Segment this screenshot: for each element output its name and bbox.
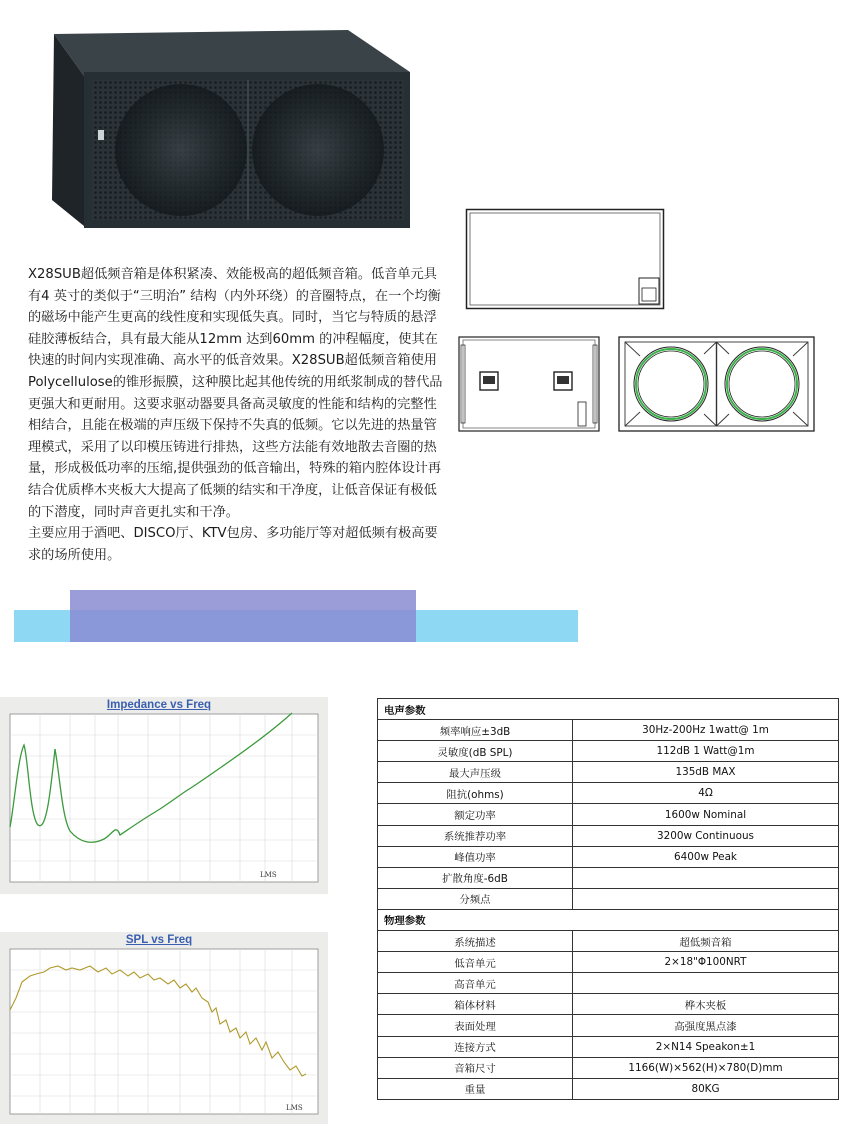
spec-value: 30Hz-200Hz 1watt@ 1m [573,720,839,741]
spec-row [378,825,839,846]
spec-section-header: 电声参数 [378,699,839,720]
spec-key: 额定功率 [378,804,573,825]
spec-key: 峰值功率 [378,846,573,867]
spec-section-row [378,909,839,930]
spec-row [378,762,839,783]
spec-row [378,1015,839,1036]
drawing-rear-view [458,336,600,432]
spec-key: 扩散角度-6dB [378,867,573,888]
spec-row [378,1036,839,1057]
spec-row [378,888,839,909]
spec-value: 桦木夹板 [573,994,839,1015]
spec-row [378,931,839,952]
spec-section-header: 物理参数 [378,909,839,930]
spec-row [378,994,839,1015]
spec-value: 135dB MAX [573,762,839,783]
spec-row [378,741,839,762]
spec-value: 超低频音箱 [573,931,839,952]
drawing-front-view [465,208,665,310]
spec-key: 连接方式 [378,1036,573,1057]
decorative-bar-purple [70,590,416,642]
spec-value: 2×18"Φ100NRT [573,952,839,973]
spl-brand: LMS [286,1104,303,1112]
drawing-internal-structure [618,336,815,432]
spl-graph [0,932,328,1124]
spec-key: 表面处理 [378,1015,573,1036]
intro-text [28,264,446,566]
spec-value: 1166(W)×562(H)×780(D)mm [573,1057,839,1078]
spec-value: 高强度黑点漆 [573,1015,839,1036]
product-photo [48,30,410,230]
spec-row [378,973,839,994]
spl-graph-title: SPL vs Freq [125,934,193,946]
spec-row [378,804,839,825]
spec-row [378,846,839,867]
spec-row [378,1057,839,1078]
spec-key: 系统推荐功率 [378,825,573,846]
spec-value: 2×N14 Speakon±1 [573,1036,839,1057]
spec-key: 高音单元 [378,973,573,994]
spec-key: 重量 [378,1078,573,1099]
spl-plot [0,932,328,1124]
spec-key: 箱体材料 [378,994,573,1015]
intro-paragraph-1: X28SUB超低频音箱是体积紧凑、效能极高的超低频音箱。低音单元具有4 英寸的类似于“三明治” 结构（内外环绕）的音圈特点，在一个均衡的磁场中能产生更高的线性度和实现低失真。同时，当它与特质的悬浮硅胶薄板结合，具有最大能从12mm 达到60mm 的冲程幅度，使其在快速的时间内实现准确、高水平的低音效果。X28SUB超低频音箱使用Polycellulose的锥形振膜，这种膜比起其他传统的用纸浆制成的替代品更强大和更耐用。这要求驱动器要具备高灵敏度的性能和结构的完整性相结合，且能在极端的声压级下保持不失真的低频。它以先进的热量管理模式，采用了以印模压铸进行排热，这些方法能有效地散去音圈的热量，形成极低功率的压缩,提供强劲的低音输出，特殊的箱内腔体设计再结合优质桦木夹板大大提高了低频的结实和干净度，让低音保证有极低的下潜度，同时声音更扎实和干净。 [28,267,443,520]
spec-value [573,888,839,909]
spec-value: 6400w Peak [573,846,839,867]
spec-key: 灵敏度(dB SPL) [378,741,573,762]
spec-row [378,783,839,804]
spec-value: 3200w Continuous [573,825,839,846]
impedance-plot [0,697,328,894]
impedance-brand: LMS [260,871,277,879]
spec-value: 112dB 1 Watt@1m [573,741,839,762]
spec-value: 80KG [573,1078,839,1099]
spec-row [378,720,839,741]
spec-value [573,973,839,994]
spec-key: 低音单元 [378,952,573,973]
spec-value: 1600w Nominal [573,804,839,825]
spec-table [377,698,839,1100]
spec-key: 频率响应±3dB [378,720,573,741]
impedance-graph-title: Impedance vs Freq [106,699,212,711]
spec-row [378,1078,839,1099]
impedance-graph [0,697,328,894]
spec-value [573,867,839,888]
spec-key: 系统描述 [378,931,573,952]
spec-key: 音箱尺寸 [378,1057,573,1078]
spec-value: 4Ω [573,783,839,804]
spec-row [378,952,839,973]
intro-paragraph-2: 主要应用于酒吧、DISCO厅、KTV包房、多功能厅等对超低频有极高要求的场所使用。 [28,526,438,563]
spec-key: 分频点 [378,888,573,909]
spec-section-row [378,699,839,720]
spec-key: 最大声压级 [378,762,573,783]
spec-row [378,867,839,888]
spec-key: 阻抗(ohms) [378,783,573,804]
